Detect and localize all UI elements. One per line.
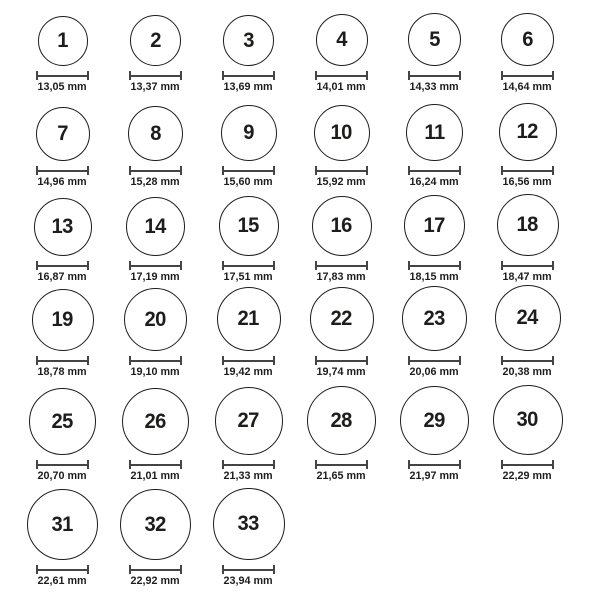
ring-size-cell bbox=[202, 488, 295, 600]
ring-size-cell bbox=[202, 385, 295, 492]
ring-circle bbox=[120, 489, 191, 560]
dimension-line bbox=[222, 71, 275, 80]
ring-size-number: 32 bbox=[144, 512, 167, 536]
dimension-line bbox=[315, 166, 368, 175]
diameter-label: 21,33 mm bbox=[223, 470, 274, 482]
ring-circle bbox=[215, 387, 283, 455]
ring-circle bbox=[408, 13, 461, 66]
ring-size-cell bbox=[481, 190, 574, 285]
dimension-line bbox=[36, 166, 89, 175]
ring-size-number: 25 bbox=[51, 409, 74, 433]
dimension-line bbox=[36, 71, 89, 80]
diameter-label: 15,92 mm bbox=[316, 176, 367, 188]
ring-size-number: 27 bbox=[237, 409, 260, 432]
ring-size-cell bbox=[202, 190, 295, 285]
ring-size-cell bbox=[295, 190, 388, 285]
ring-size-number: 13 bbox=[51, 215, 74, 238]
ring-size-number: 12 bbox=[516, 120, 539, 143]
ring-size-number: 6 bbox=[522, 27, 533, 51]
ring-size-cell bbox=[295, 0, 388, 95]
ring-size-number: 29 bbox=[423, 408, 446, 432]
diameter-label: 17,83 mm bbox=[316, 271, 367, 283]
diameter-label: 15,28 mm bbox=[130, 176, 181, 188]
ring-circle bbox=[122, 388, 189, 455]
dimension-line bbox=[408, 261, 461, 270]
ring-size-number: 17 bbox=[423, 213, 446, 237]
ring-size-cell bbox=[481, 385, 574, 492]
chart-row bbox=[16, 385, 574, 488]
ring-size-number: 8 bbox=[150, 121, 161, 145]
diameter-label: 18,78 mm bbox=[37, 366, 88, 378]
ring-size-cell bbox=[481, 285, 574, 386]
dimension-line bbox=[36, 565, 89, 574]
ring-size-cell bbox=[109, 488, 202, 600]
diameter-label: 19,74 mm bbox=[316, 366, 367, 378]
ring-circle bbox=[406, 104, 463, 161]
dimension-line bbox=[501, 460, 554, 469]
ring-circle bbox=[400, 386, 469, 455]
ring-size-cell bbox=[388, 95, 481, 190]
dimension-line bbox=[36, 460, 89, 469]
ring-size-cell bbox=[16, 285, 109, 386]
ring-size-cell bbox=[481, 95, 574, 190]
ring-size-cell bbox=[202, 285, 295, 386]
ring-size-cell bbox=[481, 0, 574, 95]
dimension-line bbox=[129, 460, 182, 469]
diameter-label: 19,42 mm bbox=[223, 366, 274, 378]
diameter-label: 16,87 mm bbox=[37, 271, 88, 283]
ring-circle bbox=[221, 105, 277, 161]
ring-size-cell bbox=[109, 0, 202, 95]
diameter-label: 16,24 mm bbox=[409, 176, 460, 188]
dimension-line bbox=[36, 356, 89, 365]
ring-size-cell bbox=[388, 385, 481, 492]
diameter-label: 15,60 mm bbox=[223, 176, 274, 188]
ring-size-cell bbox=[109, 285, 202, 386]
ring-size-number: 22 bbox=[330, 307, 353, 330]
ring-size-number: 2 bbox=[150, 28, 161, 52]
ring-circle bbox=[307, 386, 376, 455]
ring-size-cell bbox=[16, 385, 109, 492]
ring-size-cell bbox=[388, 190, 481, 285]
dimension-line bbox=[129, 166, 182, 175]
ring-size-number: 5 bbox=[429, 27, 440, 51]
diameter-label: 17,19 mm bbox=[130, 271, 181, 283]
ring-size-number: 19 bbox=[51, 308, 74, 331]
diameter-label: 18,15 mm bbox=[409, 271, 460, 283]
dimension-line bbox=[408, 71, 461, 80]
dimension-line bbox=[129, 71, 182, 80]
dimension-line bbox=[315, 356, 368, 365]
diameter-label: 22,29 mm bbox=[502, 470, 553, 482]
ring-size-number: 14 bbox=[144, 214, 167, 238]
dimension-line bbox=[408, 356, 461, 365]
diameter-label: 14,33 mm bbox=[409, 81, 460, 93]
diameter-label: 13,05 mm bbox=[37, 81, 88, 93]
ring-circle bbox=[314, 105, 370, 161]
ring-circle bbox=[493, 385, 563, 455]
diameter-label: 16,56 mm bbox=[502, 176, 553, 188]
diameter-label: 14,96 mm bbox=[37, 176, 88, 188]
ring-size-number: 26 bbox=[144, 409, 167, 433]
dimension-line bbox=[36, 261, 89, 270]
dimension-line bbox=[408, 460, 461, 469]
ring-size-cell bbox=[109, 385, 202, 492]
ring-size-number: 1 bbox=[57, 29, 68, 52]
dimension-line bbox=[501, 71, 554, 80]
ring-size-cell bbox=[109, 95, 202, 190]
ring-circle bbox=[36, 107, 90, 161]
diameter-label: 20,06 mm bbox=[409, 366, 460, 378]
ring-circle bbox=[130, 15, 181, 66]
ring-circle bbox=[310, 287, 374, 351]
ring-circle bbox=[497, 194, 559, 256]
dimension-line bbox=[501, 261, 554, 270]
ring-size-number: 11 bbox=[424, 120, 445, 144]
diameter-label: 21,97 mm bbox=[409, 470, 460, 482]
dimension-line bbox=[222, 261, 275, 270]
ring-circle bbox=[29, 388, 96, 455]
ring-circle bbox=[38, 16, 88, 66]
ring-size-cell bbox=[388, 285, 481, 386]
ring-circle bbox=[223, 15, 274, 66]
ring-size-number: 20 bbox=[144, 307, 167, 331]
ring-size-number: 7 bbox=[57, 122, 68, 145]
dimension-line bbox=[129, 261, 182, 270]
ring-circle bbox=[128, 106, 183, 161]
ring-circle bbox=[217, 287, 281, 351]
ring-size-cell bbox=[295, 285, 388, 386]
diameter-label: 19,10 mm bbox=[130, 366, 181, 378]
ring-size-number: 10 bbox=[330, 121, 353, 144]
ring-size-number: 28 bbox=[330, 408, 353, 432]
ring-size-number: 16 bbox=[330, 214, 353, 237]
ring-circle bbox=[124, 288, 187, 351]
diameter-label: 23,94 mm bbox=[223, 575, 274, 587]
chart-row bbox=[16, 488, 574, 600]
diameter-label: 13,37 mm bbox=[130, 81, 181, 93]
ring-circle bbox=[404, 195, 465, 256]
dimension-line bbox=[129, 565, 182, 574]
dimension-line bbox=[222, 565, 275, 574]
ring-size-cell bbox=[202, 0, 295, 95]
ring-size-number: 4 bbox=[336, 28, 347, 51]
dimension-line bbox=[222, 166, 275, 175]
diameter-label: 22,92 mm bbox=[130, 575, 181, 587]
dimension-line bbox=[222, 460, 275, 469]
ring-size-cell bbox=[16, 488, 109, 600]
dimension-line bbox=[315, 71, 368, 80]
dimension-line bbox=[408, 166, 461, 175]
ring-size-number: 21 bbox=[237, 307, 260, 330]
diameter-label: 21,65 mm bbox=[316, 470, 367, 482]
ring-circle bbox=[34, 198, 92, 256]
ring-circle bbox=[495, 285, 561, 351]
ring-size-number: 18 bbox=[516, 213, 539, 236]
ring-size-number: 23 bbox=[423, 306, 446, 330]
dimension-line bbox=[315, 261, 368, 270]
diameter-label: 14,01 mm bbox=[316, 81, 367, 93]
ring-size-cell bbox=[16, 95, 109, 190]
diameter-label: 21,01 mm bbox=[130, 470, 181, 482]
ring-size-number: 33 bbox=[237, 512, 260, 535]
dimension-line bbox=[129, 356, 182, 365]
ring-circle bbox=[499, 103, 557, 161]
ring-circle bbox=[126, 197, 185, 256]
diameter-label: 22,61 mm bbox=[37, 575, 88, 587]
dimension-line bbox=[501, 166, 554, 175]
ring-size-number: 30 bbox=[516, 408, 539, 431]
diameter-label: 17,51 mm bbox=[223, 271, 274, 283]
ring-size-number: 24 bbox=[516, 306, 539, 329]
ring-circle bbox=[219, 196, 279, 256]
dimension-line bbox=[222, 356, 275, 365]
ring-size-cell bbox=[109, 190, 202, 285]
ring-size-cell bbox=[295, 95, 388, 190]
diameter-label: 20,38 mm bbox=[502, 366, 553, 378]
dimension-line bbox=[501, 356, 554, 365]
ring-size-cell bbox=[16, 190, 109, 285]
ring-size-number: 3 bbox=[243, 28, 254, 52]
chart-row bbox=[16, 95, 574, 190]
ring-circle bbox=[312, 196, 372, 256]
ring-size-cell bbox=[388, 0, 481, 95]
ring-circle bbox=[32, 289, 94, 351]
ring-size-number: 9 bbox=[243, 121, 254, 144]
ring-size-cell bbox=[16, 0, 109, 95]
ring-circle bbox=[27, 489, 98, 560]
chart-row bbox=[16, 0, 574, 95]
chart-row bbox=[16, 285, 574, 385]
diameter-label: 13,69 mm bbox=[223, 81, 274, 93]
ring-size-cell bbox=[202, 95, 295, 190]
ring-size-number: 15 bbox=[237, 214, 260, 237]
ring-circle bbox=[316, 14, 368, 66]
diameter-label: 20,70 mm bbox=[37, 470, 88, 482]
ring-circle bbox=[501, 13, 554, 66]
diameter-label: 18,47 mm bbox=[502, 271, 553, 283]
ring-circle bbox=[402, 286, 467, 351]
dimension-line bbox=[315, 460, 368, 469]
chart-row bbox=[16, 190, 574, 285]
ring-size-number: 31 bbox=[51, 512, 74, 536]
ring-size-cell bbox=[295, 385, 388, 492]
diameter-label: 14,64 mm bbox=[502, 81, 553, 93]
ring-circle bbox=[213, 488, 285, 560]
